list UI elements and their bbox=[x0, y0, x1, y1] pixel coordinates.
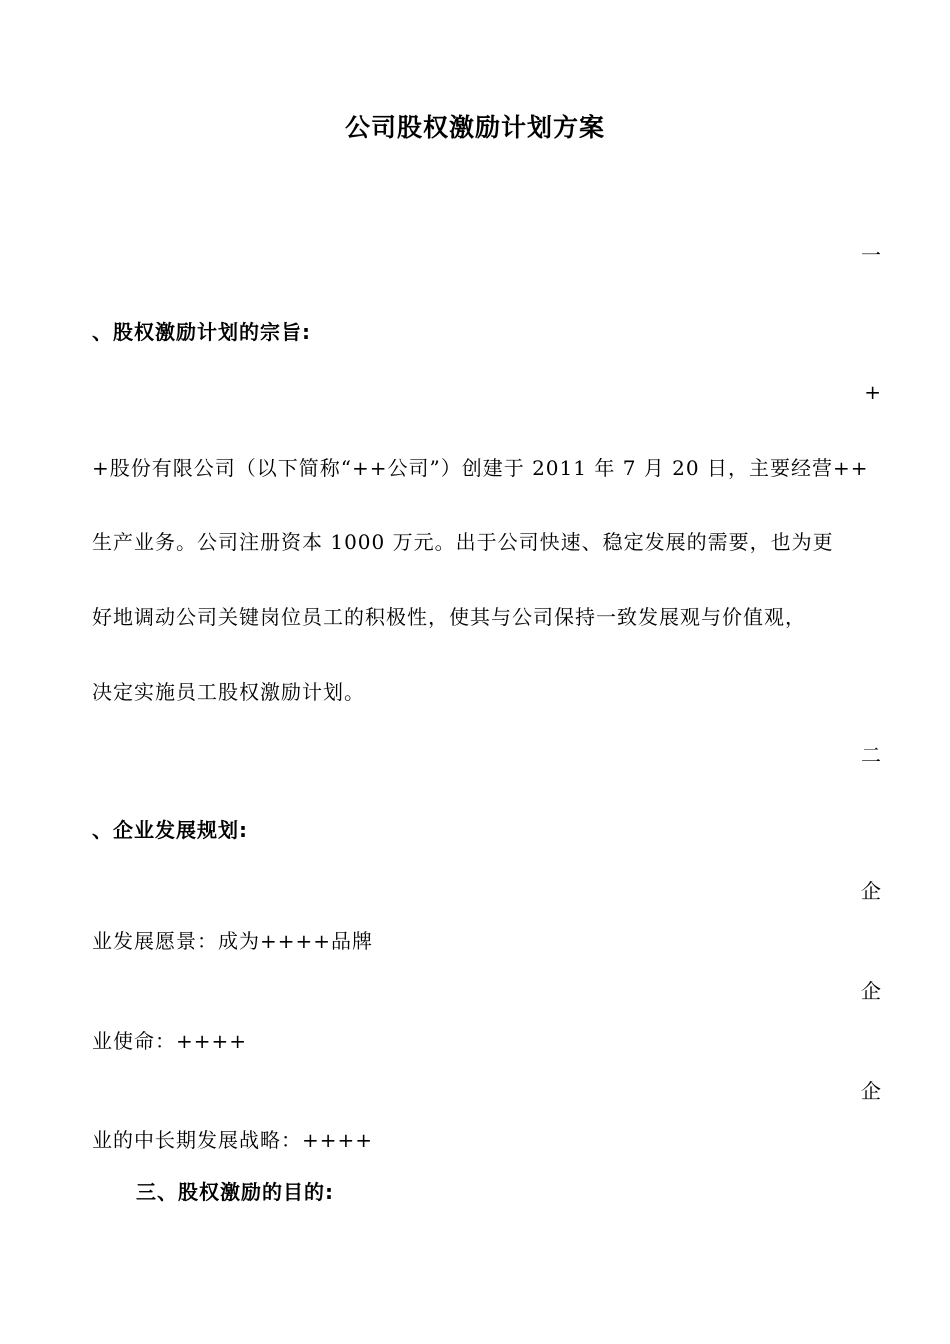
section1-line-2: 生产业务。公司注册资本 1000 万元。出于公司快速、稳定发展的需要，也为更 bbox=[92, 530, 834, 554]
mission-lead-char: 企 bbox=[861, 979, 881, 1003]
strategy-line: 业的中长期发展战略：++++ bbox=[92, 1128, 374, 1152]
strategy-lead-char: 企 bbox=[861, 1079, 881, 1103]
section1-line-1: +股份有限公司（以下简称“++公司”）创建于 2011 年 7 月 20 日，主要经营++ bbox=[92, 456, 869, 480]
section3-heading: 三、股权激励的目的: bbox=[136, 1180, 334, 1204]
section1-lead-char: + bbox=[864, 380, 881, 404]
section2-number: 二 bbox=[861, 743, 881, 767]
document-title: 公司股权激励计划方案 bbox=[344, 113, 605, 142]
section2-heading: 、企业发展规划: bbox=[92, 818, 248, 842]
section1-number: 一 bbox=[861, 243, 881, 267]
section1-line-4: 决定实施员工股权激励计划。 bbox=[92, 680, 365, 704]
section1-line-3: 好地调动公司关键岗位员工的积极性，使其与公司保持一致发展观与价值观， bbox=[92, 605, 806, 629]
mission-line: 业使命：++++ bbox=[92, 1029, 248, 1053]
vision-lead-char: 企 bbox=[861, 879, 881, 903]
vision-line: 业发展愿景：成为++++品牌 bbox=[92, 929, 374, 953]
section1-heading: 、股权激励计划的宗旨: bbox=[92, 320, 311, 344]
